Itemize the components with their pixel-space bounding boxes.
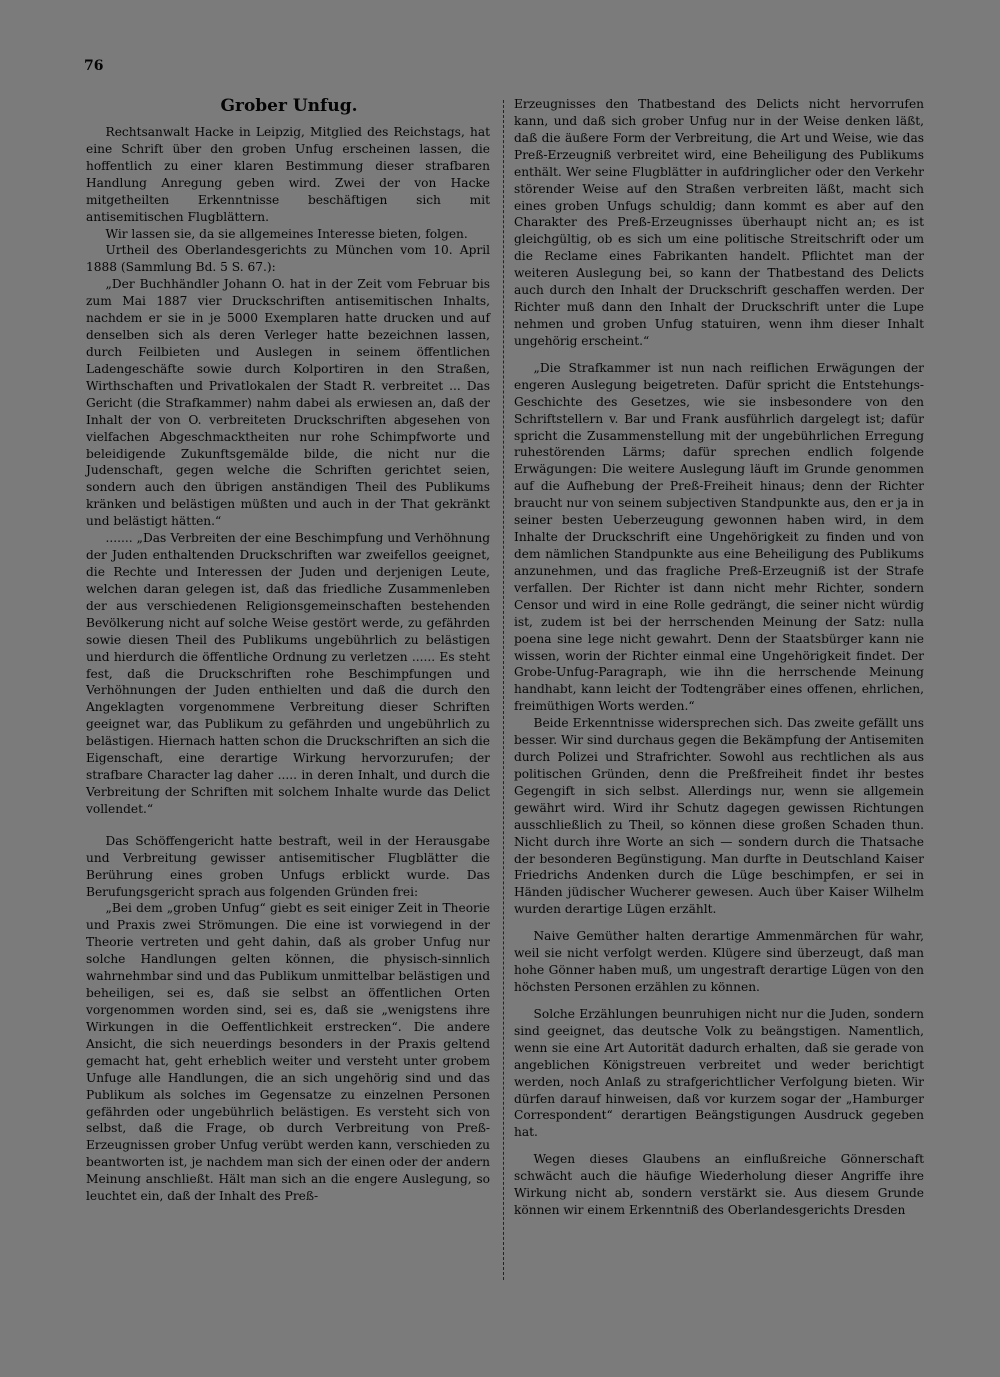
paragraph: Beide Erkenntnisse widersprechen sich. Das zweite gefällt uns besser. Wir sind durchaus gegen die Bekämpfung der Antisemiten durch Polizei und Strafrichter. Sowohl aus rechtlichen als aus politischen Gründen, denn die Preßfreiheit findet ihr bestes Gegengift in sich selbst. Allerdings nur, wenn sie allgemein gewährt wird. Wird ihr Schutz dagegen gewissen Richtungen ausschließlich zu Theil, so können diese großen Schaden thun. Nicht durch ihre Worte an sich — sondern durch die Thatsache der besonderen Begünstigung. Man durfte in Deutschland Kaiser Friedrichs Andenken durch die Lüge beschimpfen, er sei in Händen jüdischer Wucherer gewesen. Auch über Kaiser Wilhelm wurden derartige Lügen erzählt.: [514, 716, 924, 917]
paragraph: Das Schöffengericht hatte bestraft, weil in der Herausgabe und Verbreitung gewisser antisemitischer Flugblätter die Berührung eines groben Unfugs erblickt wurde. Das Berufungsgericht sprach aus folgenden Gründen frei:: [86, 833, 490, 899]
quote-paragraph: Erzeugnisses den Thatbestand des Delicts nicht hervorrufen kann, und daß sich grober Unfug nur in der Weise denken läßt, daß die äußere Form der Verbreitung, die Art und Weise, wie das Preß-Erzeugniß verbreitet wird, eine Beheiligung des Publikums enthält. Wer seine Flugblätter in aufdringlicher oder den Verkehr störender Weise auf den Straßen verbreiten läßt, macht sich eines groben Unfugs schuldig; dann kommt es aber auf den Charakter des Preß-Erzeugnisses überhaupt nicht an; es ist gleichgültig, ob es sich um eine politische Streitschrift oder um die Reclame eines Fabrikanten handelt. Pflichtet man der weiteren Auslegung bei, so kann der Thatbestand des Delicts auch durch den Inhalt der Druckschrift geschaffen werden. Der Richter muß dann den Inhalt der Druckschrift unter die Lupe nehmen und groben Unfug statuiren, wenn ihm dieser Inhalt ungehörig erscheint.“: [514, 97, 924, 348]
quote-paragraph: ....... „Das Verbreiten der eine Beschimpfung und Verhöhnung der Juden enthaltenden Druckschriften war zweifellos geeignet, die Rechte und Interessen der Juden und derjenigen Leute, welchen daran gelegen ist, daß das friedliche Zusammenleben der aus verschiedenen Religionsgemeinschaften bestehenden Bevölkerung nicht auf solche Weise gestört werde, zu gefährden sowie diesen Theil des Publikums ungebührlich zu belästigen und hierdurch die öffentliche Ordnung zu verletzen ...... Es steht fest, daß die Druckschriften rohe Beschimpfungen und Verhöhnungen der Juden enthielten und daß die durch den Angeklagten vorgenommene Verbreitung dieser Schriften geeignet war, das Publikum zu gefährden und ungebührlich zu belästigen. Hiernach hatten schon die Druckschriften an sich die Eigenschaft, eine derartige Wirkung hervorzurufen; der strafbare Character lag daher ..... in deren Inhalt, und durch die Verbreitung der Schriften mit solchem Inhalte wurde das Delict vollendet.“: [86, 531, 490, 816]
paragraph: Urtheil des Oberlandesgerichts zu München vom 10. April 1888 (Sammlung Bd. 5 S. 67.):: [86, 243, 490, 275]
quote-paragraph: „Bei dem „groben Unfug“ giebt es seit einiger Zeit in Theorie und Praxis zwei Strömungen. Die eine ist vorwiegend in der Theorie vertreten und geht dahin, daß als grober Unfug nur solche Handlungen gelten können, die physisch-sinnlich wahrnehmbar sind und das Publikum unmittelbar belästigen und beheiligen, sei es, daß sie selbst an öffentlichen Orten vorgenommen worden sind, sei es, daß sie „wenigstens ihre Wirkungen in die Oeffentlichkeit erstrecken“. Die andere Ansicht, die sich neuerdings besonders in der Praxis geltend gemacht hat, geht erheblich weiter und versteht unter grobem Unfuge alle Handlungen, die an sich ungehörig sind und das Publikum als solches im Gegensatze zu einzelnen Personen gefährden oder ungebührlich belästigen. Es versteht sich von selbst, daß die Frage, ob durch Verbreitung von Preß-Erzeugnissen grober Unfug verübt werden kann, verschieden zu beantworten ist, je nachdem man sich der einen oder der andern Meinung anschließt. Hält man sich an die engere Auslegung, so leuchtet ein, daß der Inhalt des Preß-: [86, 901, 490, 1204]
paragraph: Wir lassen sie, da sie allgemeines Interesse bieten, folgen.: [105, 226, 468, 241]
article-title: Grober Unfug.: [220, 96, 358, 116]
left-column: [86, 124, 490, 1205]
column-divider: [503, 100, 505, 1280]
page-number: 76: [84, 58, 104, 74]
right-column: [514, 96, 924, 1219]
quote-paragraph: „Die Strafkammer ist nun nach reiflichen Erwägungen der engeren Auslegung beigetreten. Dafür spricht die Entstehungs-Geschichte des Gesetzes, wie sie insbesondere von den Schriftstellern v. Bar und Frank ausführlich dargelegt ist; dafür spricht die Zusammenstellung mit der ungebührlichen Erregung ruhestörenden Lärms; dafür sprechen endlich folgende Erwägungen: Die weitere Auslegung läuft im Grunde genommen auf die Aufhebung der Preß-Freiheit hinaus; denn der Richter braucht nur von seinem subjectiven Standpunkte aus, den er ja in seiner besten Ueberzeugung gewonnen haben wird, in dem Inhalte der Druckschrift eine Ungehörigkeit zu finden und von dem nämlichen Standpunkte aus eine Beheiligung des Publikums anzunehmen, und das fragliche Preß-Erzeugniß ist der Strafe verfallen. Der Richter ist dann nicht mehr Richter, sondern Censor und wird in eine Rolle gedrängt, die seiner nicht würdig ist, zudem ist bei der herrschenden Meinung der Satz: nulla poena sine lege nicht gewahrt. Denn der Staatsbürger kann nie wissen, worin der Richter einmal eine Ungehörigkeit findet. Der Grobe-Unfug-Paragraph, wie ihn die herrschende Meinung handhabt, kann leicht der Todtengräber eines offenen, ehrlichen, freimüthigen Worts werden.“: [514, 360, 924, 714]
paragraph: Naive Gemüther halten derartige Ammenmärchen für wahr, weil sie nicht verfolgt werden. Klügere sind überzeugt, daß man hohe Gönner haben muß, um ungestraft derartige Lügen von den höchsten Personen erzählen zu können.: [514, 929, 924, 995]
quote-paragraph: „Der Buchhändler Johann O. hat in der Zeit vom Februar bis zum Mai 1887 vier Druckschriften antisemitischen Inhalts, nachdem er sie in je 5000 Exemplaren hatte drucken und auf denselben sich als deren Verleger hatte bezeichnen lassen, durch Feilbieten und Auslegen in seinem öffentlichen Ladengeschäfte sowie durch Kolportiren in den Straßen, Wirthschaften und Privatlokalen der Stadt R. verbreitet ... Das Gericht (die Strafkammer) nahm dabei als erwiesen an, daß der Inhalt der von O. verbreiteten Druckschriften abgesehen von vielfachen Abgeschmacktheiten nur rohe Schimpfworte und beleidigende Zukunftsgemälde bilde, die nicht nur die Judenschaft, gegen welche die Schriften gerichtet seien, sondern auch den übrigen anständigen Theil des Publikums kränken und belästigen müßten und auch in der That gekränkt und belästigt hätten.“: [86, 277, 490, 529]
paragraph: Wegen dieses Glaubens an einflußreiche Gönnerschaft schwächt auch die häufige Wiederholung dieser Angriffe ihre Wirkung nicht ab, sondern verstärkt sie. Aus diesem Grunde können wir einem Erkenntniß des Oberlandesgerichts Dresden: [514, 1152, 924, 1218]
paragraph: Solche Erzählungen beunruhigen nicht nur die Juden, sondern sind geeignet, das deutsche Volk zu beängstigen. Namentlich, wenn sie eine Art Autorität dadurch erhalten, daß sie gerade von angeblichen Königstreuen verbreitet und weder berichtigt werden, noch Anlaß zu strafgerichtlicher Verfolgung bieten. Wir dürfen darauf hinweisen, daß vor kurzem sogar der „Hamburger Correspondent“ derartigen Beängstigungen Ausdruck gegeben hat.: [514, 1006, 924, 1140]
paragraph: Rechtsanwalt Hacke in Leipzig, Mitglied des Reichstags, hat eine Schrift über den groben Unfug erscheinen lassen, die hoffentlich zu einer klaren Bestimmung dieser strafbaren Handlung Anregung geben wird. Zwei der von Hacke mitgetheilten Erkenntnisse beschäftigen sich mit antisemitischen Flugblättern.: [86, 125, 490, 224]
